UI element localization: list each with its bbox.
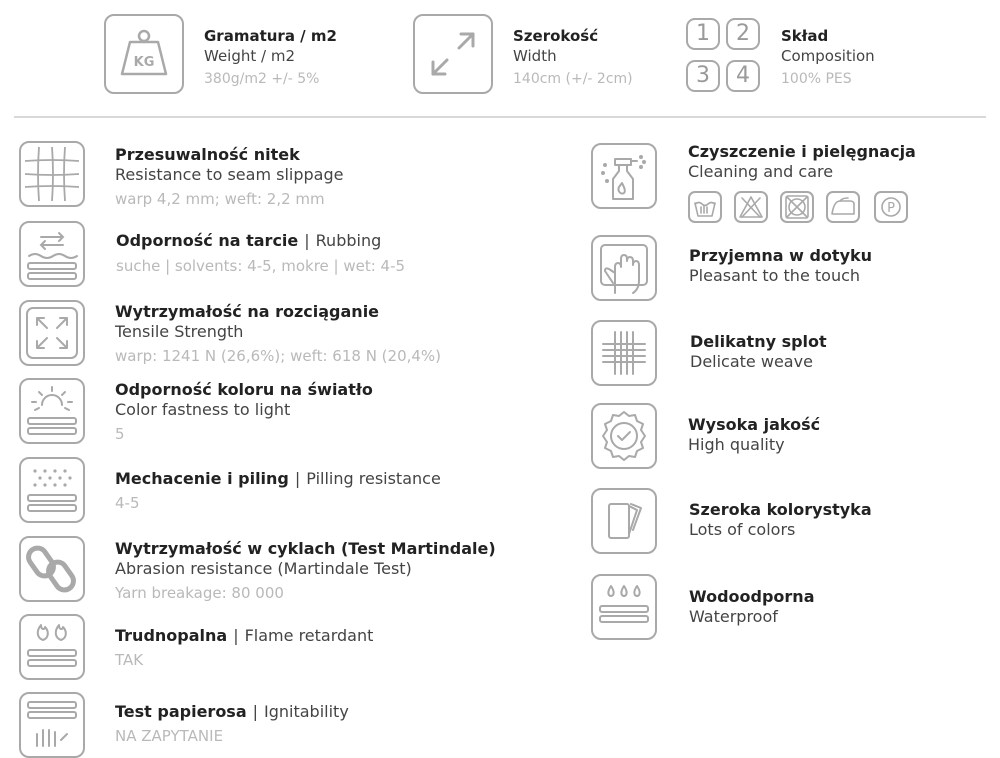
- tensile-value: warp: 1241 N (26,6%); weft: 618 N (20,4%): [115, 347, 442, 365]
- pilling-icon: [19, 457, 85, 523]
- cigarette-hand-icon: [19, 692, 85, 758]
- width-subtitle: Width: [513, 47, 557, 65]
- dry-clean-p-icon: [874, 191, 908, 223]
- no-bleach-icon: [734, 191, 768, 223]
- light-value: 5: [115, 425, 125, 443]
- composition-subtitle: Composition: [781, 47, 875, 65]
- seam-value: warp 4,2 mm; weft: 2,2 mm: [115, 190, 325, 208]
- colors-title: Szeroka kolorystyka: [689, 500, 872, 519]
- quality-subtitle: High quality: [688, 435, 785, 454]
- hand-touch-icon: [591, 235, 657, 301]
- martindale-title: Wytrzymałość w cyklach (Test Martindale): [115, 539, 496, 558]
- weave-subtitle: Delicate weave: [690, 352, 813, 371]
- composition-number-1: 1: [686, 18, 720, 50]
- composition-value: 100% PES: [781, 71, 852, 87]
- seam-title: Przesuwalność nitek: [115, 145, 300, 164]
- rubbing-icon: [19, 221, 85, 287]
- tensile-subtitle: Tensile Strength: [115, 322, 244, 341]
- cleaning-subtitle: Cleaning and care: [688, 162, 834, 181]
- flame-icon: [19, 614, 85, 680]
- expand-arrows-icon: [413, 14, 493, 94]
- pilling-value: 4-5: [115, 494, 140, 512]
- composition-number-2: 2: [726, 18, 760, 50]
- light-title: Odporność koloru na światło: [115, 380, 373, 399]
- chain-link-icon: [19, 536, 85, 602]
- iron-icon: [826, 191, 860, 223]
- width-title: Szerokość: [513, 27, 599, 45]
- waterproof-subtitle: Waterproof: [689, 607, 778, 626]
- composition-number-3: 3: [686, 60, 720, 92]
- grid-fabric-icon: [19, 141, 85, 207]
- seam-subtitle: Resistance to seam slippage: [115, 165, 344, 184]
- weight-icon: [104, 14, 184, 94]
- weave-title: Delikatny splot: [690, 332, 827, 351]
- martindale-value: Yarn breakage: 80 000: [115, 584, 284, 602]
- colors-subtitle: Lots of colors: [689, 520, 796, 539]
- flame-title: Trudnopalna | Flame retardant: [115, 626, 374, 645]
- quality-badge-icon: [591, 403, 657, 469]
- composition-title: Skład: [781, 27, 829, 45]
- light-subtitle: Color fastness to light: [115, 400, 291, 419]
- cigarette-title: Test papierosa | Ignitability: [115, 702, 349, 721]
- quality-title: Wysoka jakość: [688, 415, 821, 434]
- touch-subtitle: Pleasant to the touch: [689, 266, 861, 285]
- composition-number-4: 4: [726, 60, 760, 92]
- no-tumble-dry-icon: [780, 191, 814, 223]
- sun-light-icon: [19, 378, 85, 444]
- spray-bottle-icon: [591, 143, 657, 209]
- weave-icon: [591, 320, 657, 386]
- martindale-subtitle: Abrasion resistance (Martindale Test): [115, 559, 412, 578]
- weight-title: Gramatura / m2: [204, 27, 337, 45]
- kg-label: KG: [133, 55, 155, 70]
- hand-wash-icon: [688, 191, 722, 223]
- water-drops-icon: [591, 574, 657, 640]
- weight-subtitle: Weight / m2: [204, 47, 296, 65]
- waterproof-title: Wodoodporna: [689, 587, 815, 606]
- pilling-title: Mechacenie i piling | Pilling resistance: [115, 469, 441, 488]
- cigarette-value: NA ZAPYTANIE: [115, 727, 224, 745]
- rubbing-title: Odporność na tarcie | Rubbing: [116, 231, 382, 250]
- cleaning-title: Czyszczenie i pielęgnacja: [688, 142, 916, 161]
- rubbing-value: suche | solvents: 4-5, mokre | wet: 4-5: [116, 257, 406, 275]
- width-value: 140cm (+/- 2cm): [513, 71, 633, 87]
- header-divider: [14, 116, 986, 118]
- stretch-arrows-icon: [19, 300, 85, 366]
- tensile-title: Wytrzymałość na rozciąganie: [115, 302, 380, 321]
- weight-value: 380g/m2 +/- 5%: [204, 71, 320, 87]
- color-swatches-icon: [591, 488, 657, 554]
- dry-clean-letter: P: [887, 201, 895, 216]
- flame-value: TAK: [115, 651, 144, 669]
- touch-title: Przyjemna w dotyku: [689, 246, 873, 265]
